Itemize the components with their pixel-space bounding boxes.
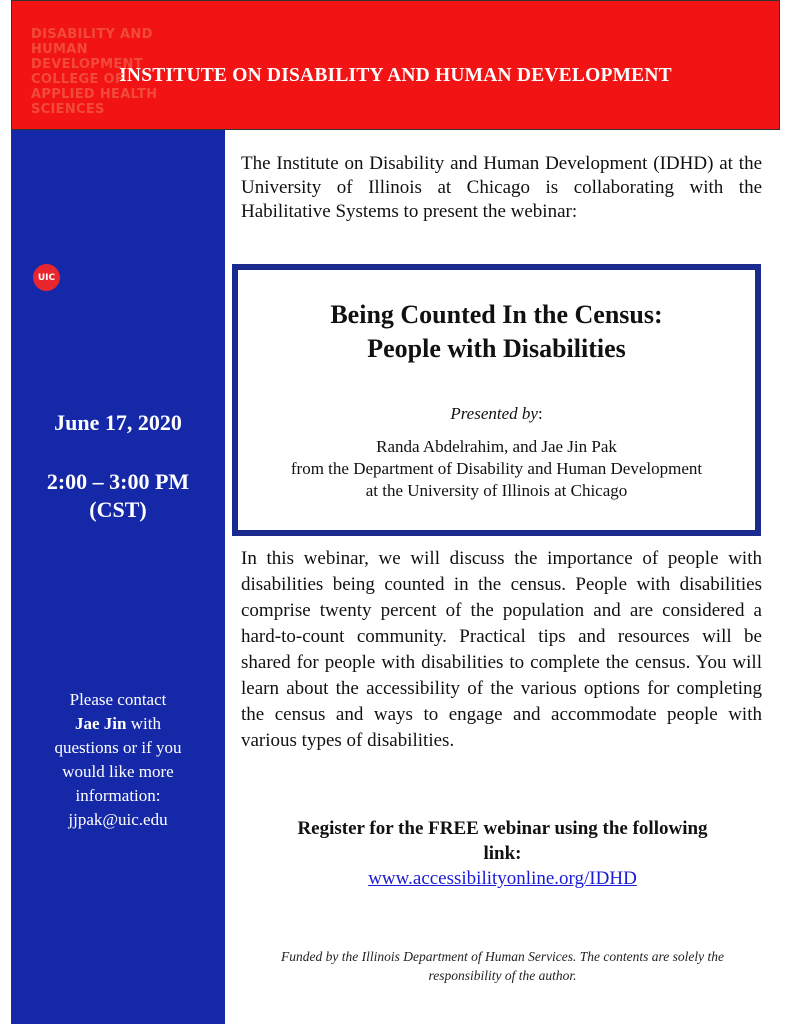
contact-line: questions or if you <box>54 738 182 757</box>
contact-email[interactable]: jjpak@uic.edu <box>68 810 168 829</box>
logo-line: HUMAN <box>31 42 88 57</box>
institute-title: INSTITUTE ON DISABILITY AND HUMAN DEVELOPMENT <box>119 65 672 86</box>
college-logo <box>31 27 211 117</box>
webinar-title <box>238 298 755 366</box>
register-text: link: <box>483 843 522 864</box>
contact-with: with <box>126 714 161 733</box>
logo-line: SCIENCES <box>31 102 105 117</box>
presented-by-label <box>238 404 755 424</box>
intro-paragraph: The Institute on Disability and Human Development (IDHD) at the University of Illinois at Chicago is collaborating with the Habilitative Systems to present the webinar: <box>241 153 762 222</box>
uic-logo-icon: UIC <box>33 264 60 291</box>
logo-line: APPLIED HEALTH <box>31 87 158 102</box>
contact-info <box>11 688 225 832</box>
contact-line: would like more <box>62 762 174 781</box>
contact-intro: Please contact <box>69 690 167 709</box>
event-box <box>232 264 761 536</box>
event-timezone: (CST) <box>89 497 147 522</box>
event-date: June 17, 2020 <box>54 410 182 435</box>
event-time <box>11 468 225 524</box>
presenters <box>238 436 755 502</box>
presented-by-text: Presented by <box>450 404 538 423</box>
footer-line: Funded by the Illinois Department of Human Services. The contents are solely the <box>280 949 725 964</box>
register-link[interactable]: www.accessibilityonline.org/IDHD <box>368 868 637 889</box>
presenter-university: at the University of Illinois at Chicago <box>365 481 628 500</box>
presented-by-colon: : <box>537 404 543 423</box>
funding-footer <box>225 947 780 985</box>
presenter-department: from the Department of Disability and Human Development <box>290 459 703 478</box>
contact-line: information: <box>75 786 161 805</box>
register-text: Register for the FREE webinar using the following <box>297 818 708 839</box>
event-time-range: 2:00 – 3:00 PM <box>46 469 190 494</box>
presenter-names: Randa Abdelrahim, and Jae Jin Pak <box>376 437 617 456</box>
register-section <box>225 816 780 891</box>
footer-line: responsibility of the author. <box>428 968 577 983</box>
contact-line <box>11 712 225 736</box>
webinar-title-line: Being Counted In the Census: <box>330 300 663 329</box>
logo-line: DEVELOPMENT <box>31 57 143 72</box>
logo-line: COLLEGE OF <box>31 72 125 87</box>
contact-name: Jae Jin <box>75 714 127 733</box>
webinar-title-line: People with Disabilities <box>367 334 626 363</box>
webinar-description: In this webinar, we will discuss the importance of people with disabilities being counted in the census. People with disabilities comprise twenty percent of the population and are considered a hard-to-count community. Practical tips and resources will be shared for people with disabilities to complete the census. You will learn about the accessibility of the various options for completing the census and ways to engage and accommodate people with various types of disabilities. <box>241 548 762 751</box>
logo-line: DISABILITY AND <box>31 27 153 42</box>
